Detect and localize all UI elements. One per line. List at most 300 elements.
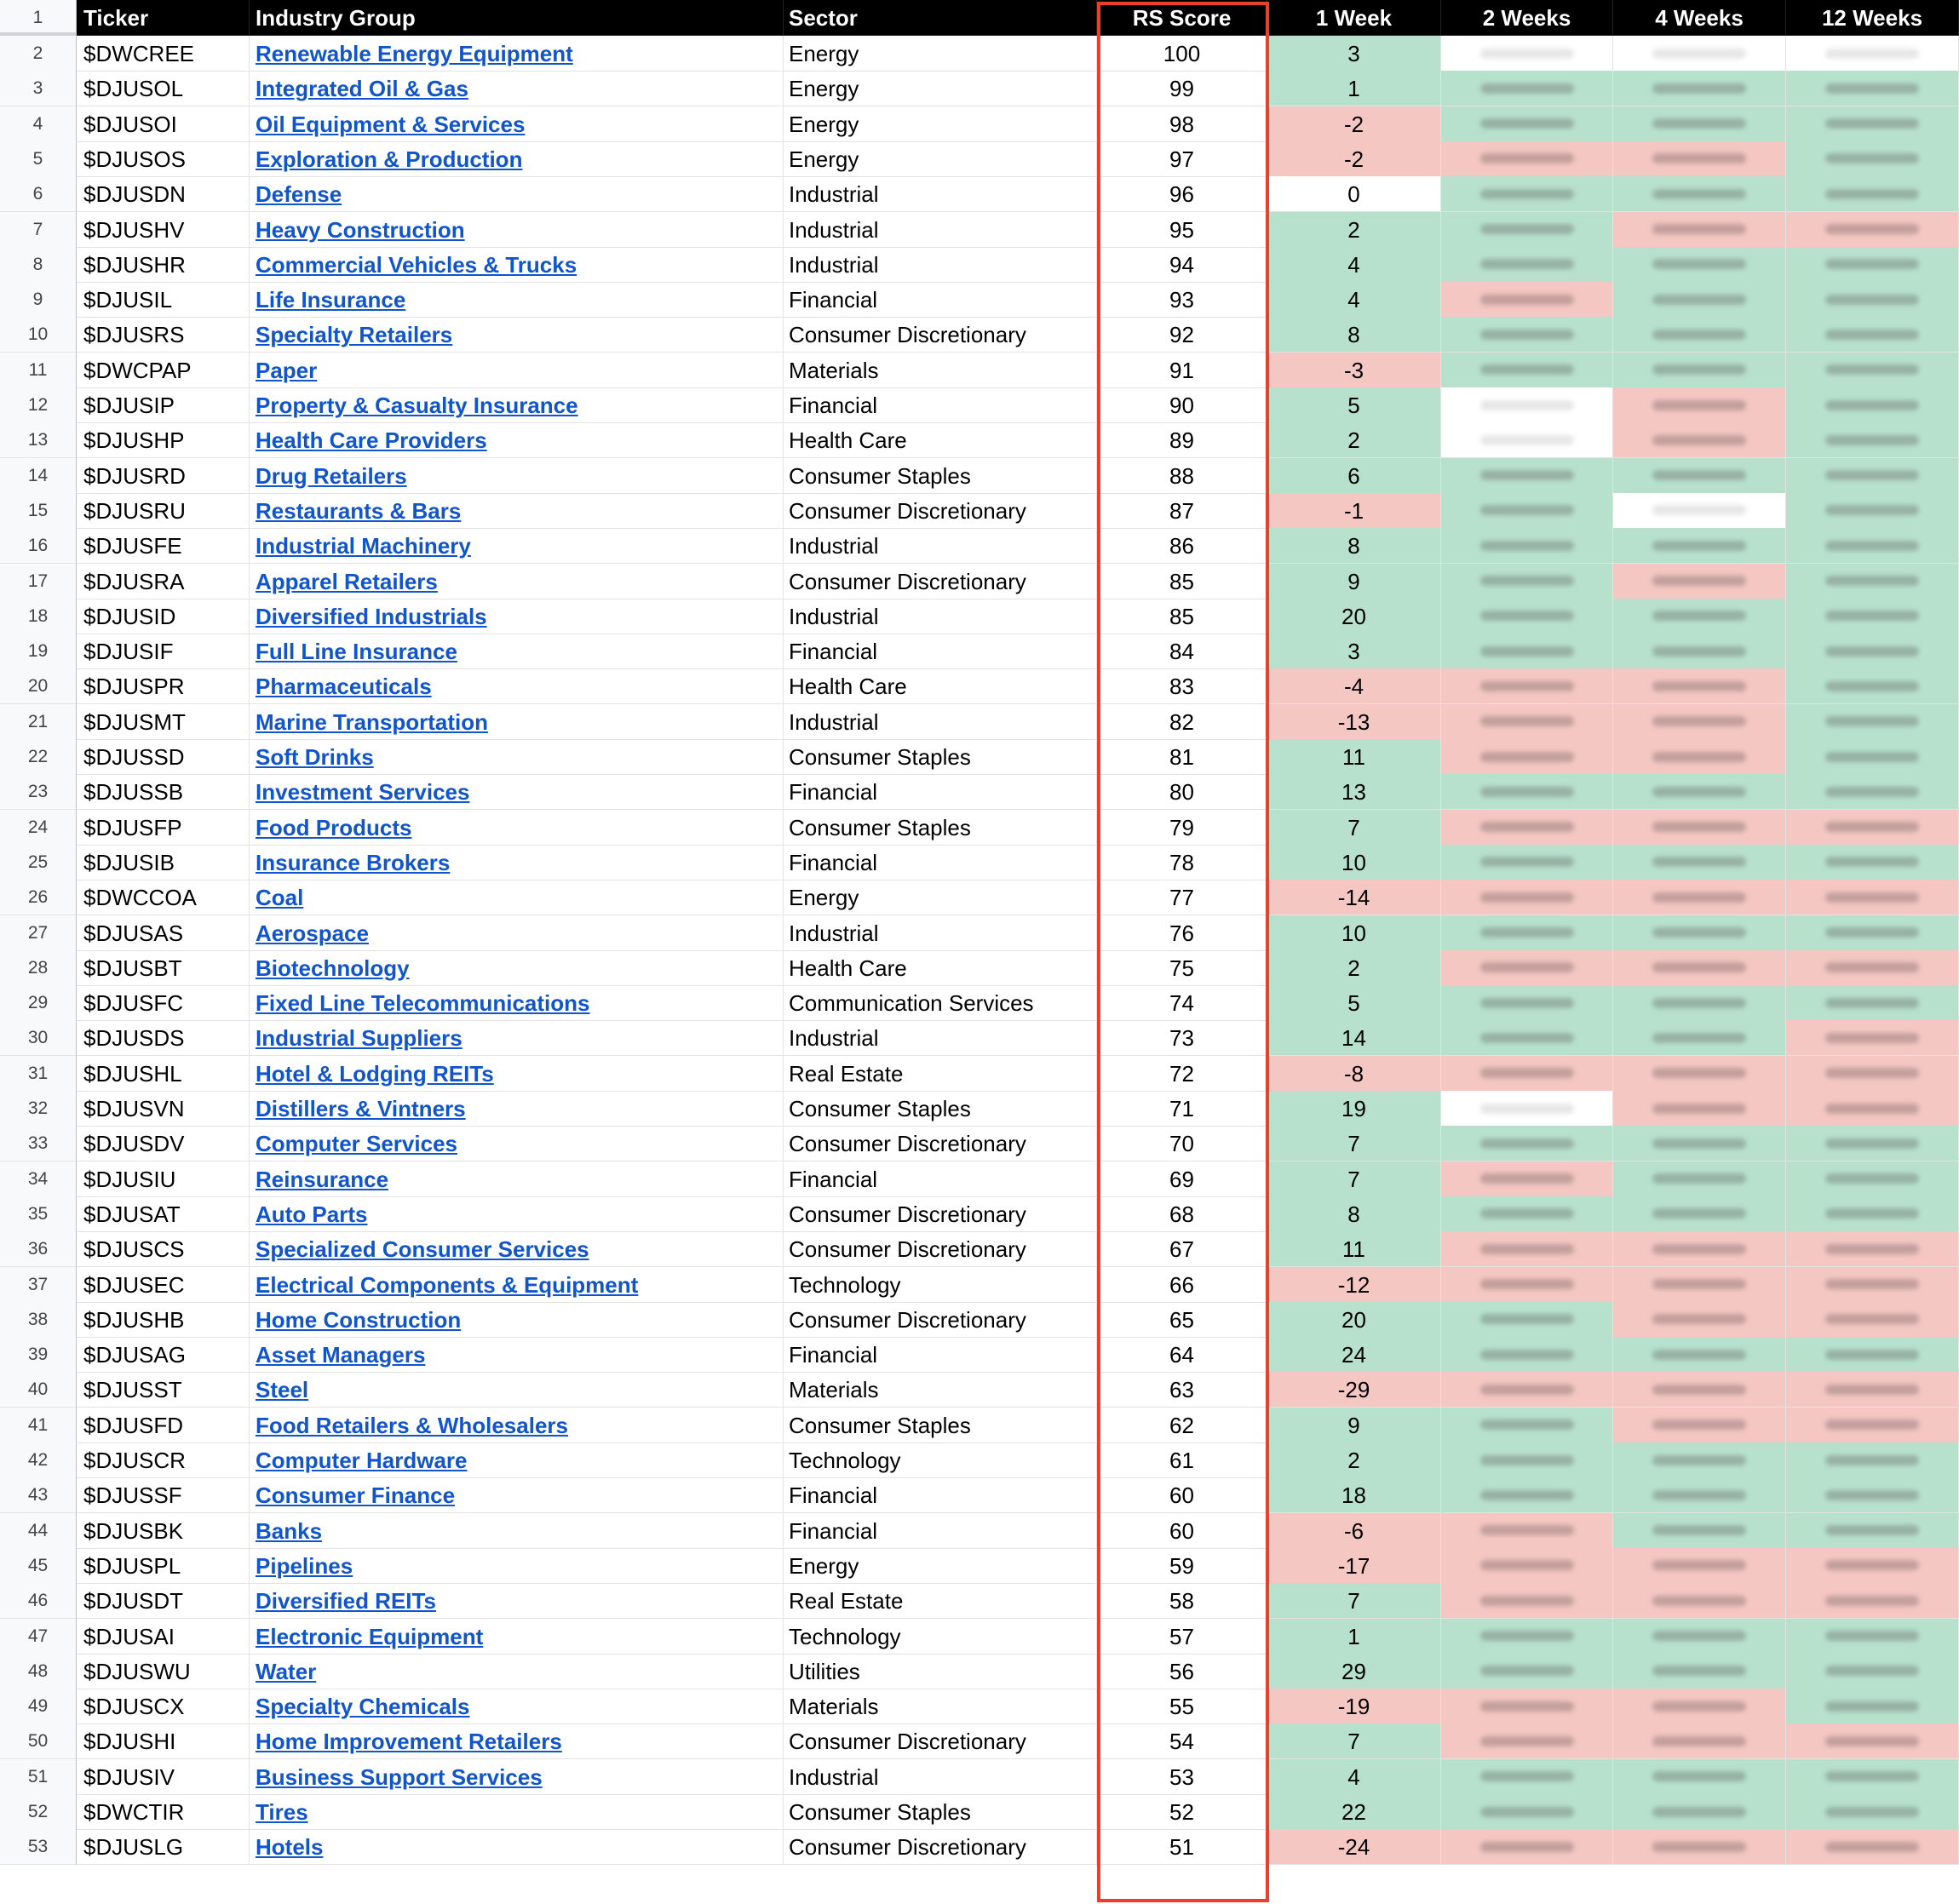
industry-group-link[interactable]: Hotels <box>256 1834 324 1861</box>
sector-cell[interactable]: Financial <box>784 1477 1097 1513</box>
row-number[interactable]: 27 <box>0 915 77 951</box>
ticker-cell[interactable]: $DJUSID <box>77 599 250 634</box>
industry-group-link[interactable]: Insurance Brokers <box>256 849 451 875</box>
ticker-cell[interactable]: $DJUSCS <box>77 1231 250 1267</box>
week-2-change-cell[interactable] <box>1441 282 1613 318</box>
industry-group-cell[interactable] <box>250 810 784 846</box>
ticker-cell[interactable]: $DJUSIB <box>77 845 250 880</box>
rs-score-cell[interactable]: 83 <box>1097 668 1267 704</box>
week-4-change-cell[interactable] <box>1613 1723 1786 1759</box>
industry-group-link[interactable]: Life Insurance <box>256 287 406 313</box>
sector-cell[interactable]: Consumer Discretionary <box>784 317 1097 353</box>
row-number[interactable]: 6 <box>0 176 77 212</box>
rs-score-cell[interactable]: 97 <box>1097 141 1267 177</box>
industry-group-cell[interactable] <box>250 317 784 353</box>
week-4-change-cell[interactable] <box>1613 1231 1786 1267</box>
industry-group-cell[interactable] <box>250 106 784 142</box>
ticker-cell[interactable]: $DJUSWU <box>77 1654 250 1689</box>
row-number[interactable]: 49 <box>0 1689 77 1724</box>
industry-group-link[interactable]: Drug Retailers <box>256 462 407 489</box>
row-number[interactable]: 30 <box>0 1020 77 1056</box>
week-2-change-cell[interactable] <box>1441 810 1613 846</box>
ticker-cell[interactable]: $DJUSAS <box>77 915 250 951</box>
rs-score-cell[interactable]: 85 <box>1097 599 1267 634</box>
week-12-change-cell[interactable] <box>1786 1056 1959 1092</box>
week-12-change-cell[interactable] <box>1786 985 1959 1021</box>
industry-group-link[interactable]: Soft Drinks <box>256 744 374 770</box>
row-number[interactable]: 18 <box>0 599 77 634</box>
week-4-change-cell[interactable] <box>1613 106 1786 142</box>
week-1-change-cell[interactable]: 7 <box>1267 1583 1441 1619</box>
row-number[interactable]: 26 <box>0 880 77 915</box>
week-4-change-cell[interactable] <box>1613 1583 1786 1619</box>
week-2-change-cell[interactable] <box>1441 247 1613 283</box>
row-number[interactable]: 33 <box>0 1126 77 1161</box>
rs-score-cell[interactable]: 80 <box>1097 774 1267 810</box>
row-number[interactable]: 28 <box>0 950 77 986</box>
industry-group-link[interactable]: Specialized Consumer Services <box>256 1236 589 1263</box>
row-number[interactable]: 40 <box>0 1372 77 1408</box>
ticker-cell[interactable]: $DJUSPR <box>77 668 250 704</box>
rs-score-cell[interactable]: 92 <box>1097 317 1267 353</box>
week-2-change-cell[interactable] <box>1441 1126 1613 1161</box>
week-4-change-cell[interactable] <box>1613 1548 1786 1584</box>
ticker-cell[interactable]: $DJUSHV <box>77 212 250 248</box>
industry-group-link[interactable]: Reinsurance <box>256 1166 389 1192</box>
row-number[interactable]: 21 <box>0 704 77 740</box>
week-1-change-cell[interactable]: -24 <box>1267 1829 1441 1865</box>
week-4-change-cell[interactable] <box>1613 739 1786 775</box>
rs-score-cell[interactable]: 100 <box>1097 36 1267 72</box>
week-4-change-cell[interactable] <box>1613 1337 1786 1373</box>
rs-score-cell[interactable]: 51 <box>1097 1829 1267 1865</box>
rs-score-cell[interactable]: 61 <box>1097 1442 1267 1478</box>
week-1-change-cell[interactable]: -8 <box>1267 1056 1441 1092</box>
week-1-change-cell[interactable]: 8 <box>1267 528 1441 564</box>
sector-cell[interactable]: Consumer Discretionary <box>784 1231 1097 1267</box>
industry-group-link[interactable]: Industrial Suppliers <box>256 1025 462 1052</box>
ticker-cell[interactable]: $DJUSRD <box>77 458 250 494</box>
header-2-weeks[interactable]: 2 Weeks <box>1441 0 1613 36</box>
week-12-change-cell[interactable] <box>1786 704 1959 740</box>
sector-cell[interactable]: Communication Services <box>784 985 1097 1021</box>
rs-score-cell[interactable]: 65 <box>1097 1302 1267 1338</box>
industry-group-link[interactable]: Paper <box>256 357 318 383</box>
sector-cell[interactable]: Energy <box>784 141 1097 177</box>
sector-cell[interactable]: Real Estate <box>784 1583 1097 1619</box>
ticker-cell[interactable]: $DJUSDN <box>77 176 250 212</box>
sector-cell[interactable]: Energy <box>784 36 1097 72</box>
week-1-change-cell[interactable]: 6 <box>1267 458 1441 494</box>
rs-score-cell[interactable]: 77 <box>1097 880 1267 915</box>
row-number[interactable]: 32 <box>0 1091 77 1127</box>
sector-cell[interactable]: Consumer Discretionary <box>784 1126 1097 1161</box>
sector-cell[interactable]: Materials <box>784 1372 1097 1408</box>
rs-score-cell[interactable]: 53 <box>1097 1759 1267 1795</box>
ticker-cell[interactable]: $DJUSFE <box>77 528 250 564</box>
week-2-change-cell[interactable] <box>1441 599 1613 634</box>
sector-cell[interactable]: Financial <box>784 774 1097 810</box>
week-2-change-cell[interactable] <box>1441 1548 1613 1584</box>
week-1-change-cell[interactable]: 9 <box>1267 564 1441 599</box>
week-1-change-cell[interactable]: 1 <box>1267 71 1441 106</box>
rs-score-cell[interactable]: 89 <box>1097 422 1267 458</box>
week-1-change-cell[interactable]: 7 <box>1267 1723 1441 1759</box>
industry-group-link[interactable]: Integrated Oil & Gas <box>256 76 468 102</box>
week-2-change-cell[interactable] <box>1441 71 1613 106</box>
sector-cell[interactable]: Materials <box>784 353 1097 388</box>
row-number[interactable]: 38 <box>0 1302 77 1338</box>
header-12-weeks[interactable]: 12 Weeks <box>1786 0 1959 36</box>
week-1-change-cell[interactable]: 11 <box>1267 1231 1441 1267</box>
ticker-cell[interactable]: $DJUSIU <box>77 1161 250 1197</box>
row-number[interactable]: 11 <box>0 353 77 388</box>
week-12-change-cell[interactable] <box>1786 1408 1959 1443</box>
row-number[interactable]: 43 <box>0 1477 77 1513</box>
week-4-change-cell[interactable] <box>1613 1267 1786 1303</box>
industry-group-link[interactable]: Diversified Industrials <box>256 603 487 629</box>
week-2-change-cell[interactable] <box>1441 1267 1613 1303</box>
rs-score-cell[interactable]: 73 <box>1097 1020 1267 1056</box>
week-1-change-cell[interactable]: -12 <box>1267 1267 1441 1303</box>
ticker-cell[interactable]: $DJUSSF <box>77 1477 250 1513</box>
week-2-change-cell[interactable] <box>1441 1442 1613 1478</box>
week-2-change-cell[interactable] <box>1441 774 1613 810</box>
week-2-change-cell[interactable] <box>1441 1619 1613 1655</box>
week-4-change-cell[interactable] <box>1613 282 1786 318</box>
week-1-change-cell[interactable]: 8 <box>1267 1196 1441 1232</box>
sector-cell[interactable]: Financial <box>784 1337 1097 1373</box>
week-12-change-cell[interactable] <box>1786 1337 1959 1373</box>
ticker-cell[interactable]: $DJUSOL <box>77 71 250 106</box>
sector-cell[interactable]: Consumer Staples <box>784 458 1097 494</box>
week-4-change-cell[interactable] <box>1613 1302 1786 1338</box>
week-1-change-cell[interactable]: -29 <box>1267 1372 1441 1408</box>
ticker-cell[interactable]: $DJUSMT <box>77 704 250 740</box>
industry-group-link[interactable]: Water <box>256 1658 317 1684</box>
rs-score-cell[interactable]: 94 <box>1097 247 1267 283</box>
week-12-change-cell[interactable] <box>1786 880 1959 915</box>
industry-group-link[interactable]: Fixed Line Telecommunications <box>256 990 590 1017</box>
industry-group-cell[interactable] <box>250 739 784 775</box>
rs-score-cell[interactable]: 52 <box>1097 1794 1267 1830</box>
industry-group-cell[interactable] <box>250 845 784 880</box>
sector-cell[interactable]: Technology <box>784 1267 1097 1303</box>
sector-cell[interactable]: Technology <box>784 1619 1097 1655</box>
ticker-cell[interactable]: $DJUSDS <box>77 1020 250 1056</box>
week-4-change-cell[interactable] <box>1613 1056 1786 1092</box>
industry-group-cell[interactable] <box>250 1231 784 1267</box>
week-1-change-cell[interactable]: 13 <box>1267 774 1441 810</box>
industry-group-cell[interactable] <box>250 353 784 388</box>
sector-cell[interactable]: Health Care <box>784 668 1097 704</box>
week-12-change-cell[interactable] <box>1786 1477 1959 1513</box>
ticker-cell[interactable]: $DJUSAT <box>77 1196 250 1232</box>
ticker-cell[interactable]: $DJUSAI <box>77 1619 250 1655</box>
row-number[interactable]: 52 <box>0 1794 77 1830</box>
row-number[interactable]: 24 <box>0 810 77 846</box>
rs-score-cell[interactable]: 58 <box>1097 1583 1267 1619</box>
rs-score-cell[interactable]: 62 <box>1097 1408 1267 1443</box>
industry-group-link[interactable]: Pharmaceuticals <box>256 674 432 700</box>
week-2-change-cell[interactable] <box>1441 1759 1613 1795</box>
week-1-change-cell[interactable]: -14 <box>1267 880 1441 915</box>
week-12-change-cell[interactable] <box>1786 141 1959 177</box>
industry-group-cell[interactable] <box>250 36 784 72</box>
industry-group-link[interactable]: Aerospace <box>256 920 369 946</box>
week-4-change-cell[interactable] <box>1613 317 1786 353</box>
week-4-change-cell[interactable] <box>1613 880 1786 915</box>
ticker-cell[interactable]: $DJUSHP <box>77 422 250 458</box>
ticker-cell[interactable]: $DJUSDT <box>77 1583 250 1619</box>
week-4-change-cell[interactable] <box>1613 212 1786 248</box>
row-number[interactable]: 39 <box>0 1337 77 1373</box>
ticker-cell[interactable]: $DJUSLG <box>77 1829 250 1865</box>
sector-cell[interactable]: Materials <box>784 1689 1097 1724</box>
rs-score-cell[interactable]: 60 <box>1097 1477 1267 1513</box>
week-4-change-cell[interactable] <box>1613 458 1786 494</box>
week-1-change-cell[interactable]: 10 <box>1267 915 1441 951</box>
industry-group-link[interactable]: Marine Transportation <box>256 708 489 735</box>
industry-group-link[interactable]: Home Construction <box>256 1306 462 1333</box>
row-number[interactable]: 16 <box>0 528 77 564</box>
row-number[interactable]: 53 <box>0 1829 77 1865</box>
week-4-change-cell[interactable] <box>1613 950 1786 986</box>
week-12-change-cell[interactable] <box>1786 774 1959 810</box>
industry-group-cell[interactable] <box>250 1689 784 1724</box>
week-1-change-cell[interactable]: 29 <box>1267 1654 1441 1689</box>
rs-score-cell[interactable]: 54 <box>1097 1723 1267 1759</box>
ticker-cell[interactable]: $DJUSHI <box>77 1723 250 1759</box>
sector-cell[interactable]: Consumer Discretionary <box>784 1196 1097 1232</box>
week-12-change-cell[interactable] <box>1786 1654 1959 1689</box>
week-4-change-cell[interactable] <box>1613 1372 1786 1408</box>
week-4-change-cell[interactable] <box>1613 1408 1786 1443</box>
week-1-change-cell[interactable]: 7 <box>1267 1161 1441 1197</box>
week-12-change-cell[interactable] <box>1786 458 1959 494</box>
industry-group-cell[interactable] <box>250 774 784 810</box>
week-1-change-cell[interactable]: 4 <box>1267 247 1441 283</box>
row-number[interactable]: 41 <box>0 1408 77 1443</box>
ticker-cell[interactable]: $DWCCOA <box>77 880 250 915</box>
week-1-change-cell[interactable]: 18 <box>1267 1477 1441 1513</box>
industry-group-cell[interactable] <box>250 1196 784 1232</box>
week-2-change-cell[interactable] <box>1441 880 1613 915</box>
industry-group-cell[interactable] <box>250 950 784 986</box>
week-2-change-cell[interactable] <box>1441 106 1613 142</box>
industry-group-link[interactable]: Auto Parts <box>256 1201 368 1227</box>
row-number[interactable]: 50 <box>0 1723 77 1759</box>
rs-score-cell[interactable]: 88 <box>1097 458 1267 494</box>
week-1-change-cell[interactable]: 11 <box>1267 739 1441 775</box>
week-12-change-cell[interactable] <box>1786 1513 1959 1549</box>
week-12-change-cell[interactable] <box>1786 247 1959 283</box>
week-12-change-cell[interactable] <box>1786 634 1959 669</box>
row-number[interactable]: 5 <box>0 141 77 177</box>
week-12-change-cell[interactable] <box>1786 176 1959 212</box>
sector-cell[interactable]: Energy <box>784 880 1097 915</box>
industry-group-cell[interactable] <box>250 1161 784 1197</box>
ticker-cell[interactable]: $DJUSOI <box>77 106 250 142</box>
week-4-change-cell[interactable] <box>1613 71 1786 106</box>
industry-group-link[interactable]: Food Retailers & Wholesalers <box>256 1412 568 1438</box>
industry-group-link[interactable]: Apparel Retailers <box>256 568 438 594</box>
week-2-change-cell[interactable] <box>1441 1723 1613 1759</box>
week-12-change-cell[interactable] <box>1786 1723 1959 1759</box>
industry-group-link[interactable]: Specialty Chemicals <box>256 1694 470 1720</box>
industry-group-cell[interactable] <box>250 1267 784 1303</box>
sector-cell[interactable]: Industrial <box>784 247 1097 283</box>
sector-cell[interactable]: Industrial <box>784 1759 1097 1795</box>
header-sector[interactable]: Sector <box>784 0 1097 36</box>
sector-cell[interactable]: Consumer Discretionary <box>784 493 1097 529</box>
rs-score-cell[interactable]: 68 <box>1097 1196 1267 1232</box>
sector-cell[interactable]: Financial <box>784 634 1097 669</box>
week-2-change-cell[interactable] <box>1441 1794 1613 1830</box>
row-number[interactable]: 17 <box>0 564 77 599</box>
industry-group-cell[interactable] <box>250 1408 784 1443</box>
week-1-change-cell[interactable]: 4 <box>1267 282 1441 318</box>
row-number[interactable]: 23 <box>0 774 77 810</box>
week-1-change-cell[interactable]: 5 <box>1267 387 1441 423</box>
week-1-change-cell[interactable]: 19 <box>1267 1091 1441 1127</box>
week-2-change-cell[interactable] <box>1441 1020 1613 1056</box>
week-2-change-cell[interactable] <box>1441 704 1613 740</box>
ticker-cell[interactable]: $DJUSIF <box>77 634 250 669</box>
week-2-change-cell[interactable] <box>1441 141 1613 177</box>
industry-group-cell[interactable] <box>250 422 784 458</box>
week-4-change-cell[interactable] <box>1613 774 1786 810</box>
industry-group-cell[interactable] <box>250 880 784 915</box>
week-4-change-cell[interactable] <box>1613 704 1786 740</box>
industry-group-cell[interactable] <box>250 1477 784 1513</box>
row-number[interactable]: 36 <box>0 1231 77 1267</box>
rs-score-cell[interactable]: 86 <box>1097 528 1267 564</box>
ticker-cell[interactable]: $DJUSIV <box>77 1759 250 1795</box>
industry-group-cell[interactable] <box>250 141 784 177</box>
sector-cell[interactable]: Industrial <box>784 704 1097 740</box>
rs-score-cell[interactable]: 75 <box>1097 950 1267 986</box>
week-12-change-cell[interactable] <box>1786 1196 1959 1232</box>
week-2-change-cell[interactable] <box>1441 176 1613 212</box>
week-4-change-cell[interactable] <box>1613 528 1786 564</box>
week-4-change-cell[interactable] <box>1613 247 1786 283</box>
ticker-cell[interactable]: $DJUSFD <box>77 1408 250 1443</box>
week-1-change-cell[interactable]: 20 <box>1267 599 1441 634</box>
sector-cell[interactable]: Financial <box>784 1161 1097 1197</box>
header-1-week[interactable]: 1 Week <box>1267 0 1441 36</box>
row-number[interactable]: 31 <box>0 1056 77 1092</box>
sector-cell[interactable]: Industrial <box>784 528 1097 564</box>
week-1-change-cell[interactable]: 3 <box>1267 36 1441 72</box>
week-2-change-cell[interactable] <box>1441 739 1613 775</box>
row-number[interactable]: 15 <box>0 493 77 529</box>
week-1-change-cell[interactable]: 1 <box>1267 1619 1441 1655</box>
sector-cell[interactable]: Technology <box>784 1442 1097 1478</box>
industry-group-cell[interactable] <box>250 1829 784 1865</box>
week-12-change-cell[interactable] <box>1786 739 1959 775</box>
industry-group-cell[interactable] <box>250 599 784 634</box>
row-number[interactable]: 48 <box>0 1654 77 1689</box>
industry-group-link[interactable]: Electrical Components & Equipment <box>256 1271 639 1298</box>
week-4-change-cell[interactable] <box>1613 915 1786 951</box>
industry-group-cell[interactable] <box>250 1056 784 1092</box>
week-4-change-cell[interactable] <box>1613 845 1786 880</box>
rs-score-cell[interactable]: 84 <box>1097 634 1267 669</box>
rs-score-cell[interactable]: 98 <box>1097 106 1267 142</box>
sector-cell[interactable]: Energy <box>784 71 1097 106</box>
week-4-change-cell[interactable] <box>1613 1477 1786 1513</box>
industry-group-link[interactable]: Food Products <box>256 814 412 840</box>
week-2-change-cell[interactable] <box>1441 493 1613 529</box>
week-1-change-cell[interactable]: -1 <box>1267 493 1441 529</box>
industry-group-cell[interactable] <box>250 1794 784 1830</box>
industry-group-cell[interactable] <box>250 1723 784 1759</box>
week-12-change-cell[interactable] <box>1786 599 1959 634</box>
rs-score-cell[interactable]: 79 <box>1097 810 1267 846</box>
industry-group-link[interactable]: Investment Services <box>256 779 470 806</box>
rs-score-cell[interactable]: 85 <box>1097 564 1267 599</box>
ticker-cell[interactable]: $DJUSRU <box>77 493 250 529</box>
week-12-change-cell[interactable] <box>1786 1267 1959 1303</box>
rs-score-cell[interactable]: 59 <box>1097 1548 1267 1584</box>
week-12-change-cell[interactable] <box>1786 1759 1959 1795</box>
week-12-change-cell[interactable] <box>1786 493 1959 529</box>
industry-group-cell[interactable] <box>250 915 784 951</box>
industry-group-link[interactable]: Tires <box>256 1799 308 1825</box>
ticker-cell[interactable]: $DWCPAP <box>77 353 250 388</box>
rs-score-cell[interactable]: 91 <box>1097 353 1267 388</box>
week-1-change-cell[interactable]: 4 <box>1267 1759 1441 1795</box>
sector-cell[interactable]: Financial <box>784 845 1097 880</box>
industry-group-link[interactable]: Computer Services <box>256 1131 457 1157</box>
row-number[interactable]: 44 <box>0 1513 77 1549</box>
rs-score-cell[interactable]: 72 <box>1097 1056 1267 1092</box>
week-2-change-cell[interactable] <box>1441 1829 1613 1865</box>
ticker-cell[interactable]: $DJUSHB <box>77 1302 250 1338</box>
sector-cell[interactable]: Utilities <box>784 1654 1097 1689</box>
sector-cell[interactable]: Health Care <box>784 422 1097 458</box>
row-number[interactable]: 45 <box>0 1548 77 1584</box>
row-number[interactable]: 47 <box>0 1619 77 1655</box>
row-number[interactable]: 14 <box>0 458 77 494</box>
week-12-change-cell[interactable] <box>1786 1689 1959 1724</box>
week-1-change-cell[interactable]: 14 <box>1267 1020 1441 1056</box>
industry-group-cell[interactable] <box>250 704 784 740</box>
industry-group-cell[interactable] <box>250 1619 784 1655</box>
industry-group-link[interactable]: Restaurants & Bars <box>256 497 462 524</box>
week-4-change-cell[interactable] <box>1613 810 1786 846</box>
row-number[interactable]: 29 <box>0 985 77 1021</box>
header-industry-group[interactable]: Industry Group <box>250 0 784 36</box>
week-4-change-cell[interactable] <box>1613 668 1786 704</box>
rs-score-cell[interactable]: 55 <box>1097 1689 1267 1724</box>
rs-score-cell[interactable]: 76 <box>1097 915 1267 951</box>
industry-group-link[interactable]: Hotel & Lodging REITs <box>256 1060 494 1087</box>
ticker-cell[interactable]: $DJUSSD <box>77 739 250 775</box>
sector-cell[interactable]: Industrial <box>784 212 1097 248</box>
ticker-cell[interactable]: $DJUSHR <box>77 247 250 283</box>
week-12-change-cell[interactable] <box>1786 387 1959 423</box>
row-number[interactable]: 12 <box>0 387 77 423</box>
week-12-change-cell[interactable] <box>1786 528 1959 564</box>
week-2-change-cell[interactable] <box>1441 212 1613 248</box>
week-12-change-cell[interactable] <box>1786 1442 1959 1478</box>
industry-group-cell[interactable] <box>250 634 784 669</box>
row-number[interactable]: 35 <box>0 1196 77 1232</box>
rs-score-cell[interactable]: 57 <box>1097 1619 1267 1655</box>
header-4-weeks[interactable]: 4 Weeks <box>1613 0 1786 36</box>
